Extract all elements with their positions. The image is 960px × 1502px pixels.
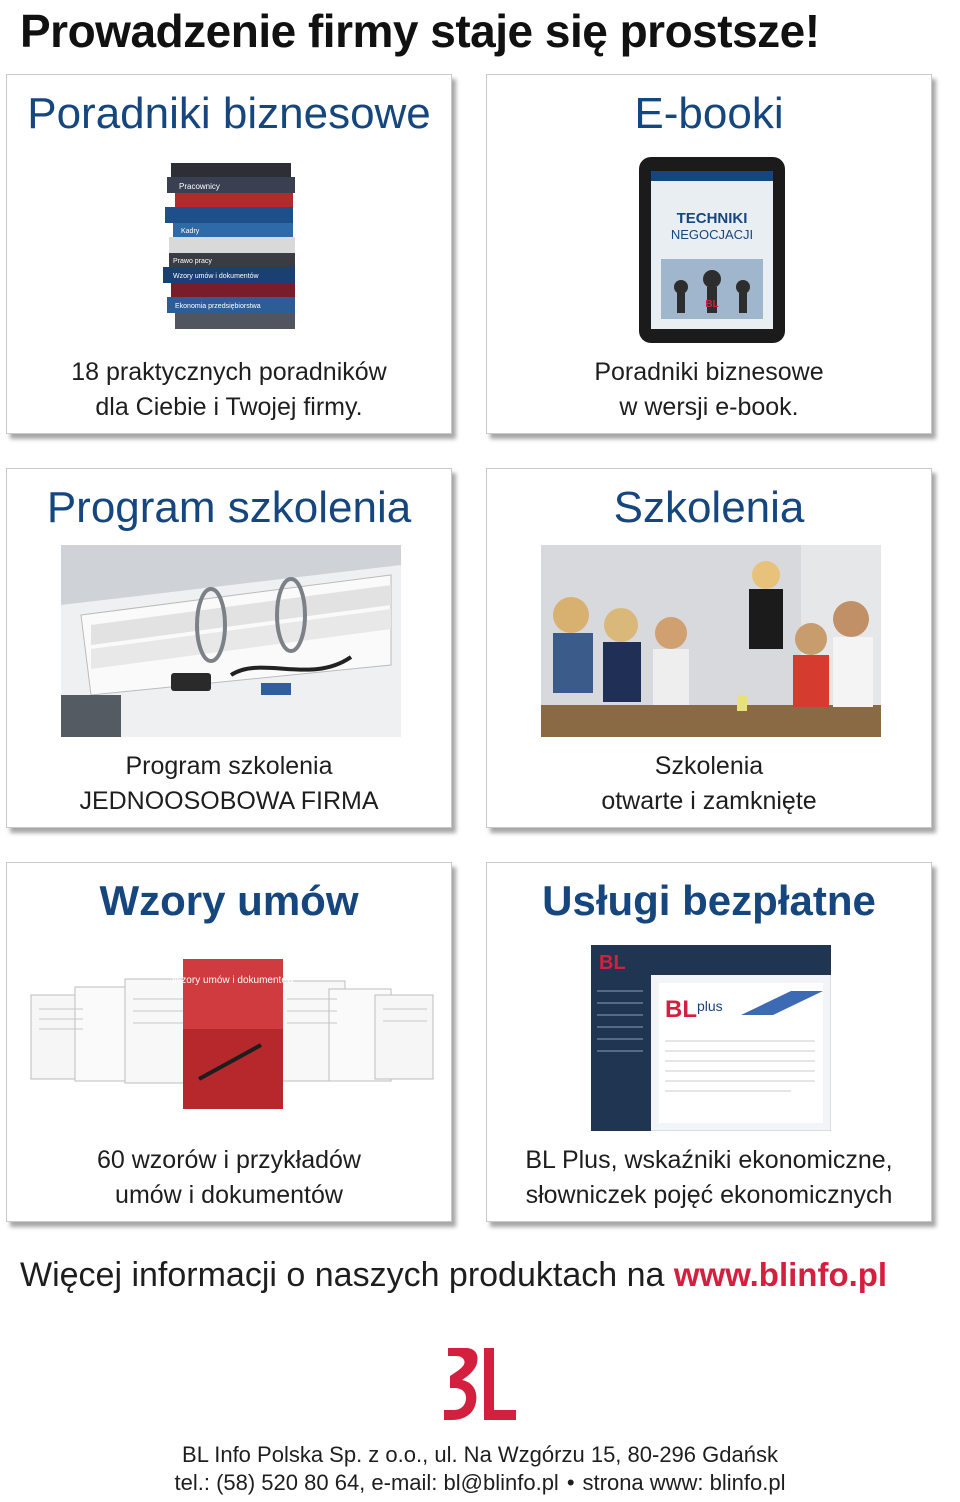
card-title: Wzory umów [99, 877, 359, 924]
more-info-text: Więcej informacji o naszych produktach na [20, 1256, 674, 1294]
card-description-2: umów i dokumentów [115, 1181, 343, 1209]
card-description-2: w wersji e-book. [619, 393, 799, 421]
ebook-title: TECHNIKI [676, 210, 748, 227]
bl-logo-icon [440, 1342, 520, 1426]
book-label: Kadry [181, 228, 200, 235]
screen-brand: plus [697, 998, 723, 1014]
footer-website: strona www: blinfo.pl [582, 1470, 786, 1495]
ebook-subtitle: NEGOCJACJI [670, 227, 754, 242]
book-label: Prawo pracy [173, 258, 212, 265]
card-ebooks[interactable] [486, 74, 932, 434]
card-free-services[interactable] [486, 862, 932, 1222]
document-spread-icon [29, 959, 435, 1111]
website-screenshot-icon [591, 945, 831, 1131]
footer-phone-email: tel.: (58) 520 80 64, e-mail: bl@blinfo.pl [174, 1470, 559, 1495]
svg-text:BL: BL [665, 996, 697, 1023]
svg-text:BL: BL [705, 299, 719, 310]
card-training-program[interactable] [6, 468, 452, 828]
document-cover-title: Wzory umów i dokumentów [171, 975, 295, 986]
card-description-1: BL Plus, wskaźniki ekonomiczne, [525, 1146, 893, 1174]
card-description-2: dla Ciebie i Twojej firmy. [95, 393, 363, 421]
page-headline: Prowadzenie firmy staje się prostsze! [20, 5, 820, 57]
footer-address: BL Info Polska Sp. z o.o., ul. Na Wzgórzu 15, 80-296 Gdańsk [182, 1442, 778, 1467]
card-title: Poradniki biznesowe [27, 89, 431, 138]
card-description-1: Program szkolenia [125, 752, 333, 780]
book-label: Wzory umów i dokumentów [173, 273, 259, 280]
card-description-1: 60 wzorów i przykładów [97, 1146, 361, 1174]
footer-separator: • [566, 1470, 575, 1495]
card-trainings[interactable] [486, 468, 932, 828]
website-link[interactable]: www.blinfo.pl [673, 1256, 888, 1293]
book-label: Ekonomia przedsiębiorstwa [175, 303, 261, 310]
card-description-1: Szkolenia [654, 752, 764, 780]
book-stack-icon [157, 159, 317, 339]
card-title: E-booki [634, 89, 784, 138]
card-description-2: JEDNOOSOBOWA FIRMA [79, 787, 379, 815]
footer-contact [0, 1470, 960, 1496]
card-business-guides[interactable] [6, 74, 452, 434]
card-title: Program szkolenia [46, 483, 412, 532]
tablet-icon [637, 155, 787, 345]
card-description-2: otwarte i zamknięte [601, 787, 817, 815]
card-description-1: Poradniki biznesowe [594, 358, 824, 386]
card-title: Usługi bezpłatne [542, 877, 876, 924]
book-label: Pracownicy [179, 182, 220, 191]
card-title: Szkolenia [613, 483, 805, 532]
svg-text:BL: BL [599, 952, 626, 974]
more-info-line [20, 1256, 887, 1295]
binder-documents-icon [61, 545, 401, 737]
training-photo-icon [541, 545, 881, 737]
card-description-1: 18 praktycznych poradników [71, 358, 387, 386]
card-contract-templates[interactable] [6, 862, 452, 1222]
card-description-2: słowniczek pojęć ekonomicznych [525, 1181, 893, 1209]
